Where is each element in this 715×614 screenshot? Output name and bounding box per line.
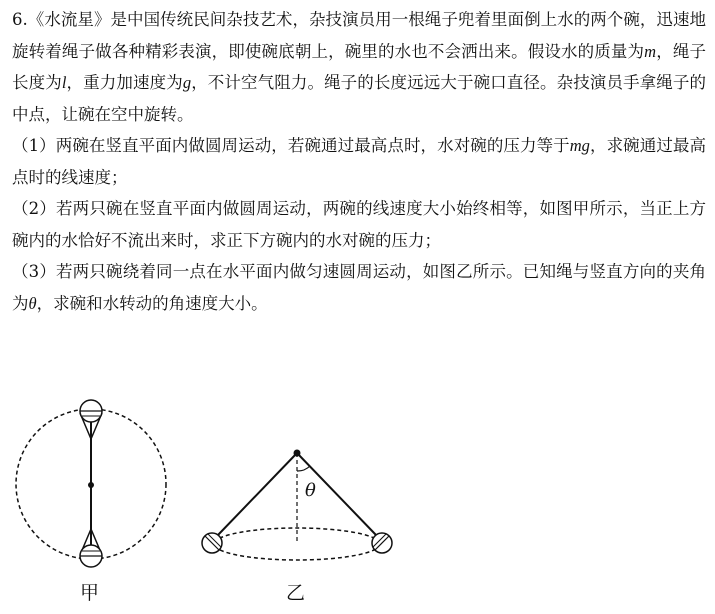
yi-left-bowl bbox=[202, 533, 222, 553]
q1-text-b: ，求碗通过最高点时的线速度； bbox=[12, 136, 707, 187]
q1-text-a: （1）两碗在竖直平面内做圆周运动，若碗通过最高点时，水对碗的压力等于 bbox=[12, 136, 570, 155]
var-theta: θ bbox=[28, 293, 37, 313]
problem-text bbox=[12, 4, 706, 319]
var-g: g bbox=[182, 73, 192, 92]
intro-text-1: 6.《水流星》是中国传统民间杂技艺术，杂技演员用一根绳子兜着里面倒上水的两个碗，迅速地旋转着绳子做各种精彩表演，即使碗底朝上，碗里的水也不会洒出来。假设水的质量为 bbox=[12, 10, 706, 61]
yi-right-bowl bbox=[372, 533, 392, 553]
var-m: m bbox=[644, 41, 657, 61]
question-2: （2）若两只碗在竖直平面内做圆周运动，两碗的线速度大小始终相等，如图甲所示，当正上方碗内的水恰好不流出来时，求正下方碗内的水对碗的压力； bbox=[12, 199, 706, 250]
intro-text-3: ，重力加速度为 bbox=[66, 73, 183, 92]
var-l: l bbox=[61, 73, 67, 92]
yi-angle-arc bbox=[297, 466, 310, 471]
figure-jia bbox=[16, 400, 166, 604]
jia-center-dot bbox=[88, 482, 94, 488]
figures bbox=[0, 395, 715, 610]
yi-rope-left bbox=[218, 453, 297, 535]
problem-intro bbox=[12, 4, 706, 130]
yi-pivot-dot bbox=[294, 450, 301, 457]
q3-text-b: ，求碗和水转动的角速度大小。 bbox=[36, 293, 268, 313]
intro-text-4: ，不计空气阻力。绳子的长度远远大于碗口直径。杂技演员手拿绳子的中点，让碗在空中旋转。 bbox=[12, 73, 707, 124]
figure-yi bbox=[202, 450, 392, 605]
q3-text-a: （3）若两只碗绕着同一点在水平面内做匀速圆周运动，如图乙所示。已知绳与竖直方向的夹角为 bbox=[12, 262, 706, 313]
yi-label: 乙 bbox=[286, 582, 306, 604]
yi-theta-label: θ bbox=[305, 480, 316, 501]
figure-svg bbox=[0, 395, 715, 610]
question-1 bbox=[12, 130, 706, 193]
var-mg: mg bbox=[569, 136, 590, 155]
intro-text-2: ，绳子长度为 bbox=[12, 41, 707, 92]
question-3 bbox=[12, 256, 706, 319]
jia-label: 甲 bbox=[80, 582, 100, 604]
